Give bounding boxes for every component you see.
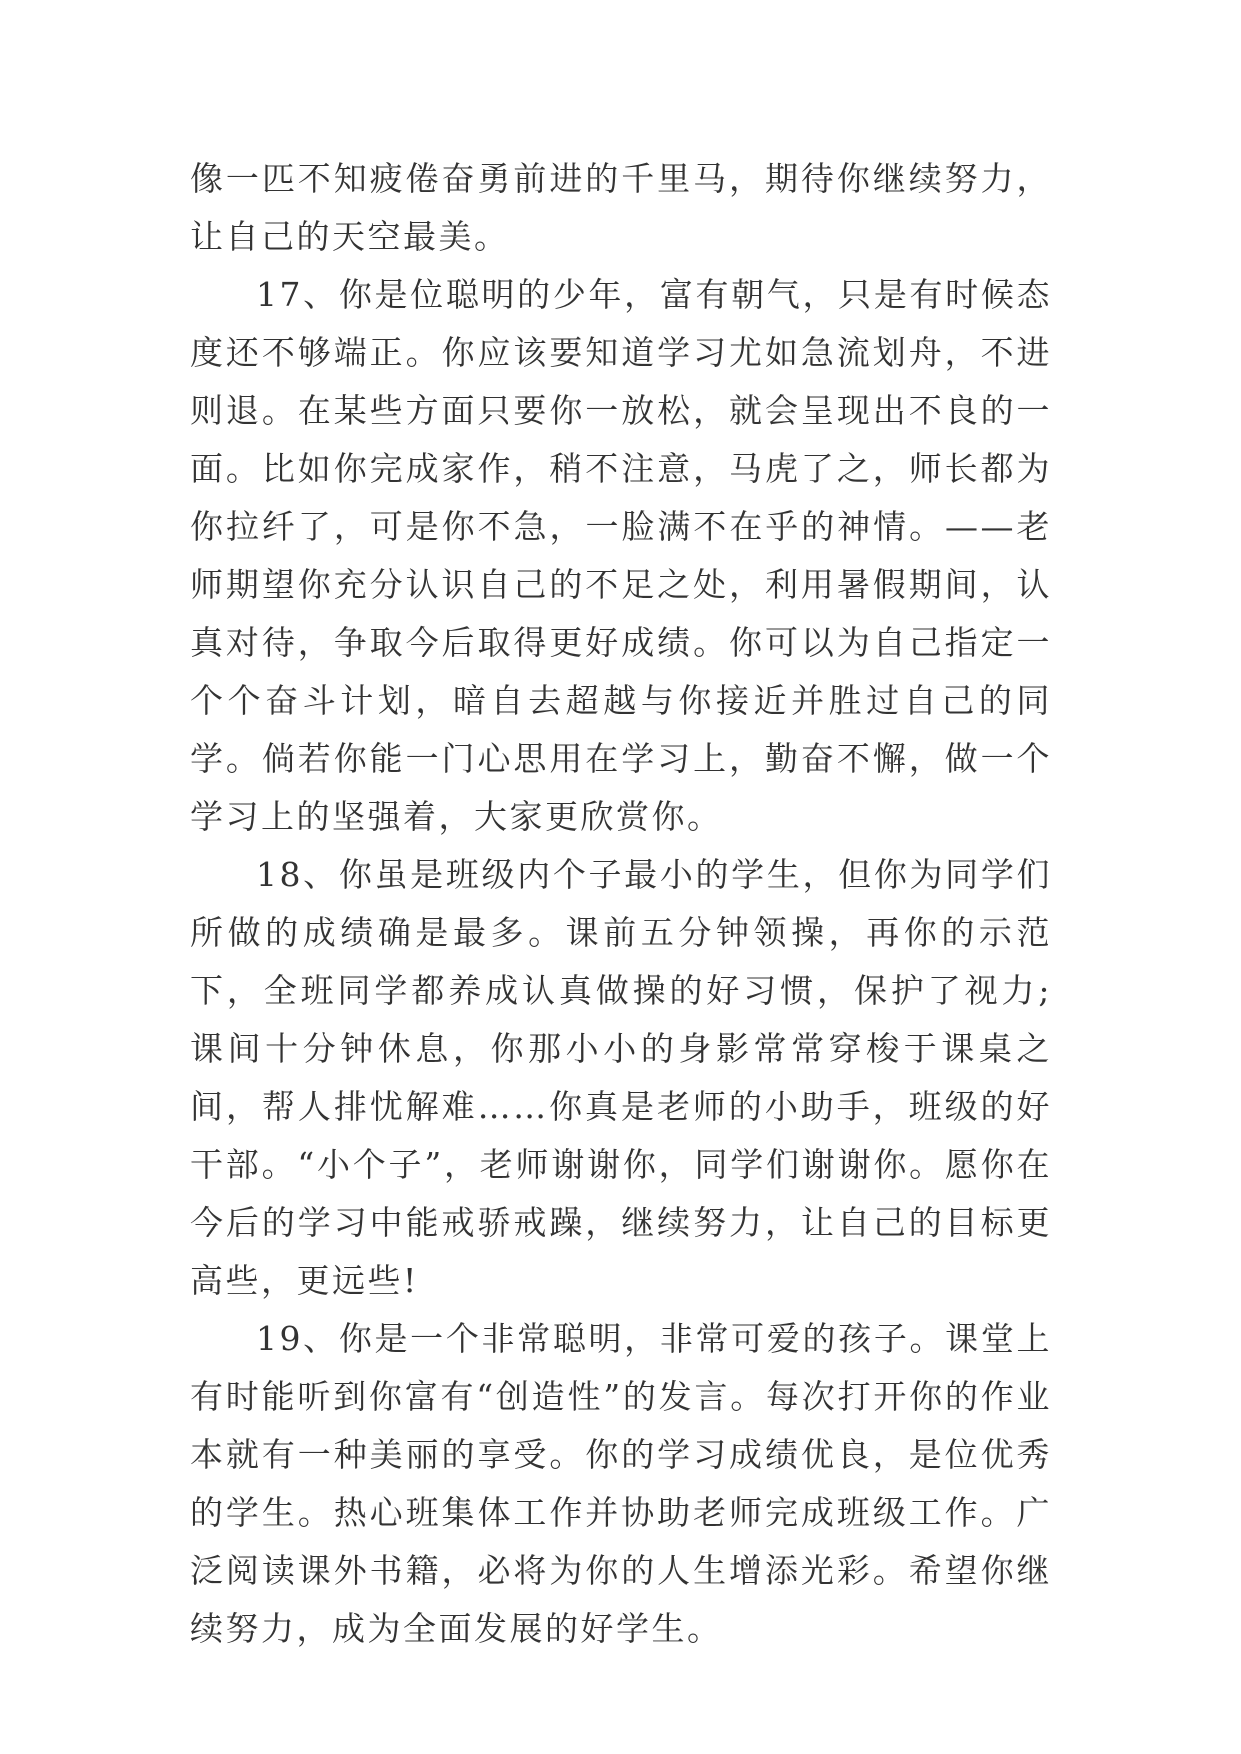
- paragraph-18: 18、你虽是班级内个子最小的学生，但你为同学们所做的成绩确是最多。课前五分钟领操，再你的示范下，全班同学都养成认真做操的好习惯，保护了视力;课间十分钟休息，你那小小的身影常常穿梭于课桌之间，帮人排忧解难……你真是老师的小助手，班级的好干部。“小个子”，老师谢谢你，同学们谢谢你。愿你在今后的学习中能戒骄戒躁，继续努力，让自己的目标更高些，更远些!: [190, 855, 1052, 1300]
- paragraph-continuation: 像一匹不知疲倦奋勇前进的千里马，期待你继续努力，让自己的天空最美。: [190, 159, 1052, 256]
- document-body: [190, 150, 1052, 1658]
- paragraph-17: 17、你是位聪明的少年，富有朝气，只是有时候态度还不够端正。你应该要知道学习尤如急流划舟，不进则退。在某些方面只要你一放松，就会呈现出不良的一面。比如你完成家作，稍不注意，马虎了之，师长都为你拉纤了，可是你不急，一脸满不在乎的神情。——老师期望你充分认识自己的不足之处，利用暑假期间，认真对待，争取今后取得更好成绩。你可以为自己指定一个个奋斗计划，暗自去超越与你接近并胜过自己的同学。倘若你能一门心思用在学习上，勤奋不懈，做一个学习上的坚强着，大家更欣赏你。: [190, 275, 1052, 836]
- paragraph-19: 19、你是一个非常聪明，非常可爱的孩子。课堂上有时能听到你富有“创造性”的发言。每次打开你的作业本就有一种美丽的享受。你的学习成绩优良，是位优秀的学生。热心班集体工作并协助老师完成班级工作。广泛阅读课外书籍，必将为你的人生增添光彩。希望你继续努力，成为全面发展的好学生。: [190, 1319, 1052, 1648]
